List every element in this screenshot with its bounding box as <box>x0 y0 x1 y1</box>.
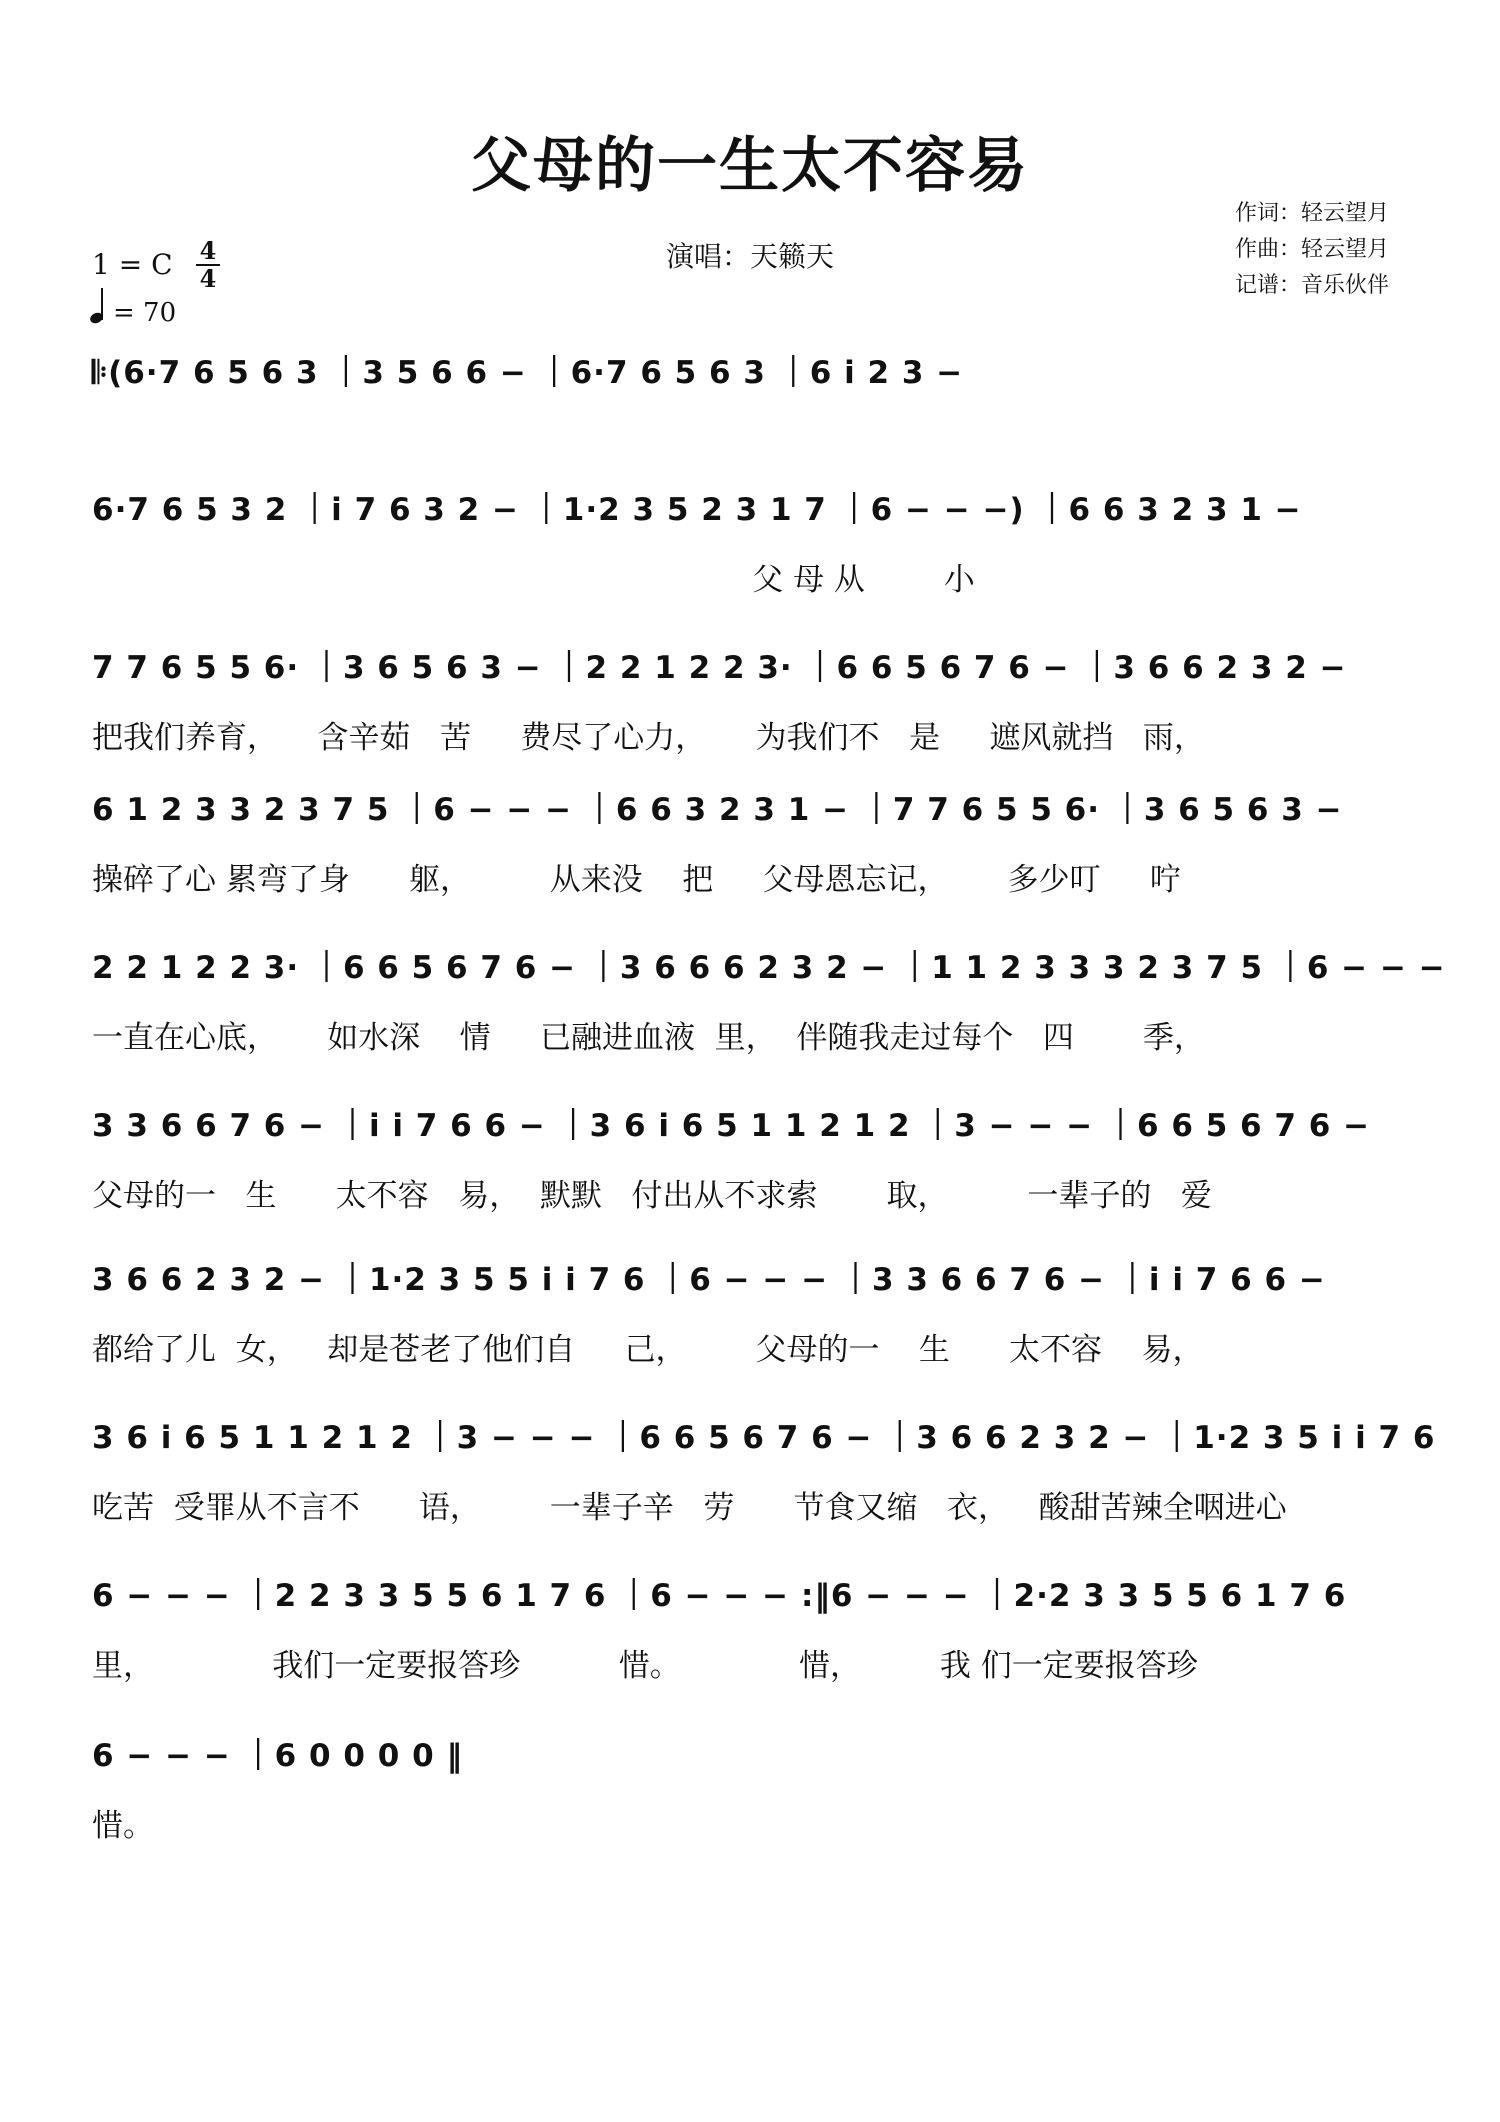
credits-block <box>1235 196 1389 304</box>
notation-line: 3 6 6 2 3 2 − ｜1·2 3 5 5 i i 7 6 ｜6 − − − ｜3 3 6 6 7 6 − ｜i i 7 6 6 − <box>92 1262 1326 1298</box>
singer-credit: 演唱：天籁天 <box>665 240 834 273</box>
notation-line: 6 1 2 3 3 2 3 7 5 ｜6 − − − ｜6 6 3 2 3 1 − ｜7 7 6 5 5 6· ｜3 6 5 6 3 − <box>92 792 1343 828</box>
notation-line: 6 − − − ｜6 0 0 0 0 ‖ <box>92 1738 463 1774</box>
notation-line: 6 − − − ｜2 2 3 3 5 5 6 1 7 6 ｜6 − − − :‖6 − − − ｜2·2 3 3 5 5 6 1 7 6 <box>92 1578 1347 1614</box>
score-row <box>92 1252 1417 1370</box>
lyrics-line: 吃苦 受罪从不言不 语， 一辈子辛 劳 节食又缩 衣， 酸甜苦辣全咽进心 <box>92 1490 1287 1526</box>
lyrics-line: 父 母 从 小 <box>92 562 975 598</box>
notation-line: 𝄆(6·7 6 5 6 3 ｜3 5 6 6 − ｜6·7 6 5 6 3 ｜6 i 2 3 − <box>92 355 964 391</box>
notation-line: 6·7 6 5 3 2 ｜i 7 6 3 2 − ｜1·2 3 5 2 3 1 7 ｜6 − − −) ｜6 6 3 2 3 1 − <box>92 492 1302 528</box>
tempo-marking <box>90 296 176 328</box>
notation-line: 2 2 1 2 2 3· ｜6 6 5 6 7 6 − ｜3 6 6 6 2 3 2 − ｜1 1 2 3 3 3 2 3 7 5 ｜6 − − − <box>92 950 1446 986</box>
lyrics-line <box>92 423 1417 463</box>
notation-line: 7 7 6 5 5 6· ｜3 6 5 6 3 − ｜2 2 1 2 2 3· ｜6 6 5 6 7 6 − ｜3 6 6 2 3 2 − <box>92 650 1347 686</box>
score-row <box>92 940 1446 1058</box>
lyricist-credit: 作词：轻云望月 <box>1235 201 1390 226</box>
score-row <box>92 1410 1436 1528</box>
notation-line: 3 6 i 6 5 1 1 2 1 2 ｜3 − − − ｜6 6 5 6 7 6 − ｜3 6 6 2 3 2 − ｜1·2 3 5 i i 7 6 <box>92 1420 1436 1456</box>
score-row <box>92 782 1417 900</box>
score-row <box>92 482 1417 600</box>
score-row <box>92 1098 1417 1216</box>
score-row <box>92 1568 1417 1686</box>
time-signature <box>196 238 220 292</box>
transcriber-credit: 记谱：音乐伙伴 <box>1235 273 1390 298</box>
lyrics-line: 操碎了心 累弯了身 躯， 从来没 把 父母恩忘记， 多少叮 咛 <box>92 862 1181 898</box>
notation-line: 3 3 6 6 7 6 − ｜i i 7 6 6 − ｜3 6 i 6 5 1 1 2 1 2 ｜3 − − − ｜6 6 5 6 7 6 − <box>92 1108 1371 1144</box>
lyrics-line: 把我们养育， 含辛茹 苦 费尽了心力， 为我们不 是 遮风就挡 雨， <box>92 720 1205 756</box>
key-signature: 1 = C <box>92 248 173 281</box>
lyrics-line: 里， 我们一定要报答珍 惜。 惜， 我 们一定要报答珍 <box>92 1648 1198 1684</box>
lyrics-line: 一直在心底， 如水深 情 已融进血液 里， 伴随我走过每个 四 季， <box>92 1020 1205 1056</box>
composer-credit: 作曲：轻云望月 <box>1235 237 1390 262</box>
tempo-value: = 70 <box>113 298 177 328</box>
quarter-note-stem <box>101 288 103 320</box>
score-row <box>92 1728 1417 1846</box>
lyrics-line: 都给了儿 女， 却是苍老了他们自 己， 父母的一 生 太不容 易， <box>92 1332 1204 1368</box>
score-row <box>92 345 1417 463</box>
lyrics-line: 惜。 <box>92 1808 154 1844</box>
lyrics-line: 父母的一 生 太不容 易， 默默 付出从不求索 取， 一辈子的 爱 <box>92 1178 1212 1214</box>
time-signature-top: 4 <box>199 236 217 265</box>
song-title: 父母的一生太不容易 <box>471 131 1029 201</box>
score-row <box>92 640 1417 758</box>
time-signature-bottom: 4 <box>196 264 220 292</box>
